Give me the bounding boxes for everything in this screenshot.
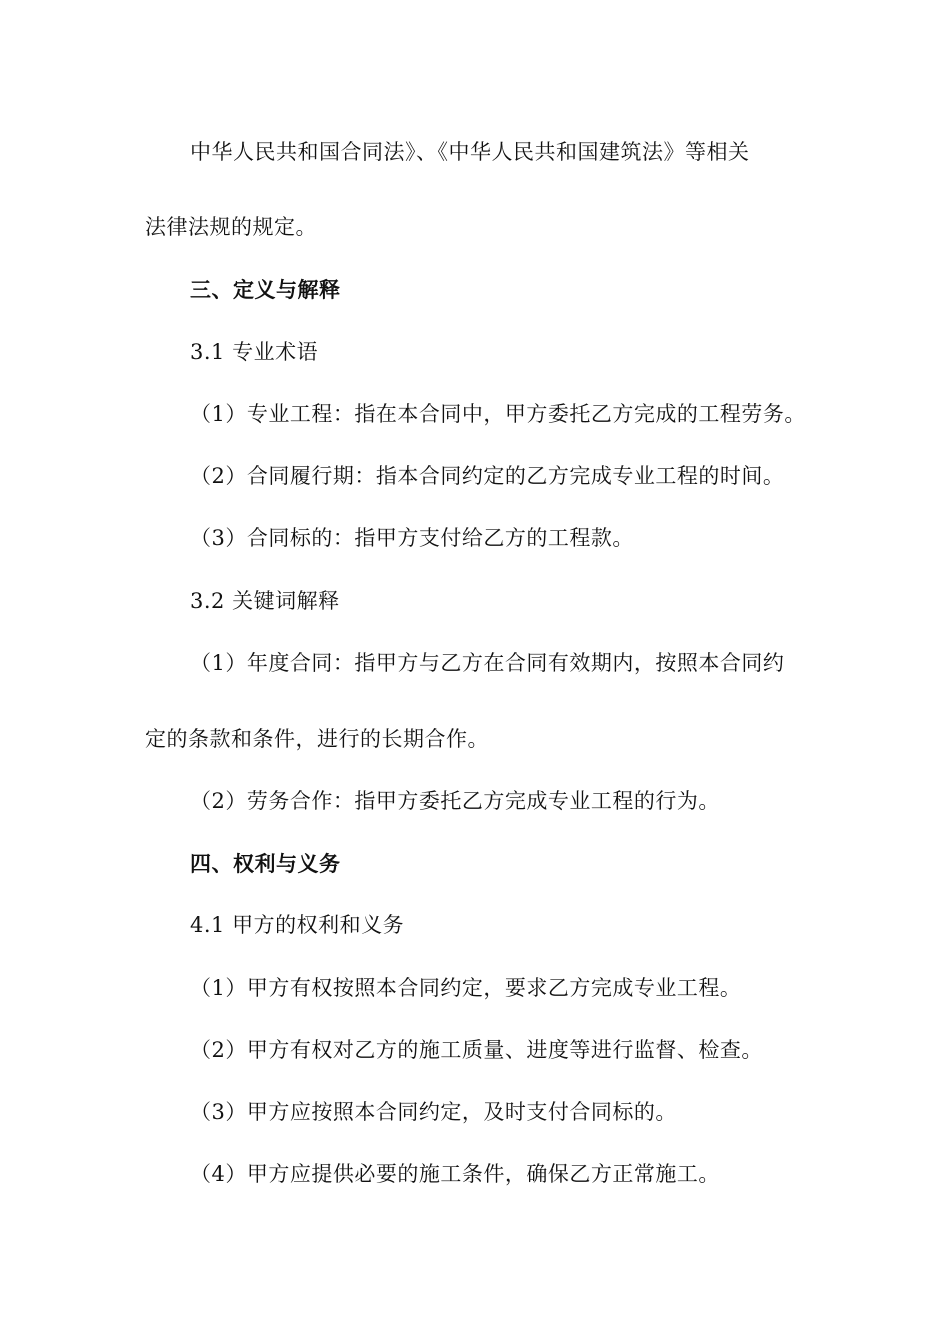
list-item: （1）甲方有权按照本合同约定，要求乙方完成专业工程。 [190, 976, 742, 1000]
paragraph-line: 中华人民共和国合同法》、《中华人民共和国建筑法》等相关 [190, 140, 750, 164]
list-item: （1）专业工程：指在本合同中，甲方委托乙方完成的工程劳务。 [190, 402, 806, 426]
list-item: （3）甲方应按照本合同约定，及时支付合同标的。 [190, 1100, 677, 1124]
subsection-heading-3-1: 3.1 专业术语 [190, 340, 319, 364]
section-heading-4: 四、权利与义务 [190, 851, 341, 876]
paragraph-line: 法律法规的规定。 [145, 215, 317, 239]
list-item: （2）劳务合作：指甲方委托乙方完成专业工程的行为。 [190, 789, 720, 813]
list-item: （2）合同履行期：指本合同约定的乙方完成专业工程的时间。 [190, 464, 785, 488]
paragraph-line: 定的条款和条件，进行的长期合作。 [145, 727, 489, 751]
list-item: （2）甲方有权对乙方的施工质量、进度等进行监督、检查。 [190, 1038, 763, 1062]
subsection-heading-4-1: 4.1 甲方的权利和义务 [190, 913, 405, 937]
list-item: （1）年度合同：指甲方与乙方在合同有效期内，按照本合同约 [190, 651, 785, 675]
list-item: （3）合同标的：指甲方支付给乙方的工程款。 [190, 526, 634, 550]
list-item: （4）甲方应提供必要的施工条件，确保乙方正常施工。 [190, 1162, 720, 1186]
subsection-heading-3-2: 3.2 关键词解释 [190, 589, 340, 613]
section-heading-3: 三、定义与解释 [190, 277, 341, 302]
